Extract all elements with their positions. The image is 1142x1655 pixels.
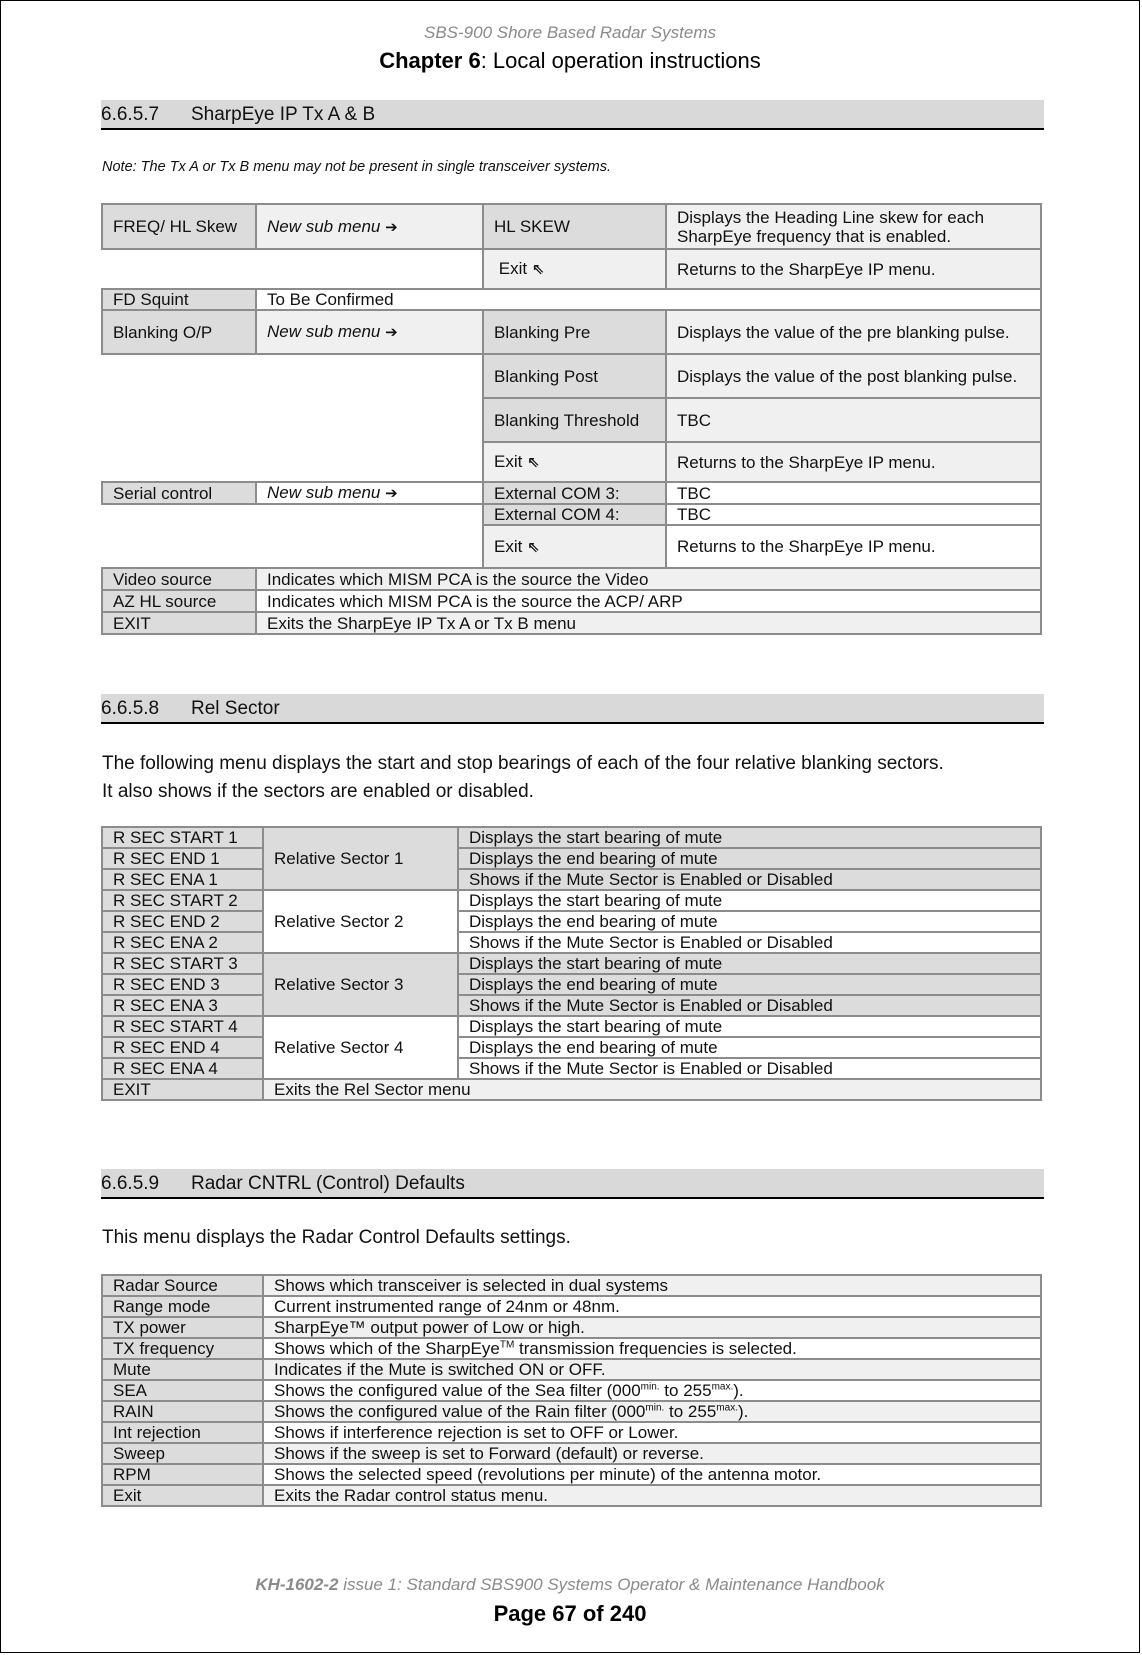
cell-submenu: New sub menu ➔ — [256, 204, 483, 249]
cell-desc: Shows which transceiver is selected in dual systems — [263, 1275, 1041, 1296]
cell-desc: Shows the configured value of the Sea filter ($000^{min.}$ to $255^{max.}$). — [263, 1380, 1041, 1401]
cell-exit: Exit ⇖ — [483, 525, 666, 568]
cell-name: R SEC ENA 4 — [102, 1058, 263, 1079]
cell-name: Exit — [102, 1485, 263, 1506]
cell-desc: Displays the end bearing of mute — [458, 848, 1041, 869]
table-row — [102, 953, 1041, 974]
cell-name: R SEC END 2 — [102, 911, 263, 932]
cell-desc: Displays the value of the post blanking pulse. — [666, 354, 1041, 398]
cell-desc: SharpEye™ output power of Low or high. — [263, 1317, 1041, 1338]
cell-desc: Indicates which MISM PCA is the source the Video — [256, 568, 1041, 590]
cell-name: Video source — [102, 568, 256, 590]
sector-label: Relative Sector 2 — [263, 890, 458, 953]
cell-item: External COM 4: — [483, 504, 666, 525]
cell-name: RPM — [102, 1464, 263, 1485]
table-row — [102, 1422, 1041, 1443]
cell-name: TX frequency — [102, 1338, 263, 1359]
table-row — [102, 911, 1041, 932]
cell-desc: Displays the value of the pre blanking pulse. — [666, 310, 1041, 354]
cell-name: R SEC START 4 — [102, 1016, 263, 1037]
sharpeye-menu-table — [101, 203, 1042, 635]
cell-desc: Indicates if the Mute is switched ON or OFF. — [263, 1359, 1041, 1380]
cell-desc: Shows if the Mute Sector is Enabled or Disabled — [458, 869, 1041, 890]
cell-name: RAIN — [102, 1401, 263, 1422]
cell-desc: Displays the end bearing of mute — [458, 911, 1041, 932]
table-row — [102, 1058, 1041, 1079]
section-title: SharpEye IP Tx A & B — [191, 104, 376, 125]
note-text: Note: The Tx A or Tx B menu may not be present in single transceiver systems. — [102, 159, 612, 175]
cell-submenu: New sub menu ➔ — [256, 482, 483, 504]
cell-item: Blanking Post — [483, 354, 666, 398]
cell-item: External COM 3: — [483, 482, 666, 504]
chapter-heading — [1, 48, 1139, 74]
cell-item: Blanking Pre — [483, 310, 666, 354]
table-row — [102, 568, 1041, 590]
cell-desc: Displays the end bearing of mute — [458, 974, 1041, 995]
table-row — [102, 1464, 1041, 1485]
cell-name: R SEC START 3 — [102, 953, 263, 974]
cell-desc: Shows the configured value of the Rain filter ($000^{min.}$ to $255^{max.}$). — [263, 1401, 1041, 1422]
table-row — [102, 289, 1041, 310]
paragraph — [102, 750, 944, 806]
cell-name: FD Squint — [102, 289, 256, 310]
cell-name: Mute — [102, 1359, 263, 1380]
cell-desc: TBC — [666, 398, 1041, 442]
table-row — [102, 1296, 1041, 1317]
cell-name: FREQ/ HL Skew — [102, 204, 256, 249]
cell-name: R SEC END 1 — [102, 848, 263, 869]
cell-name: R SEC START 1 — [102, 827, 263, 848]
paragraph: This menu displays the Radar Control Defaults settings. — [102, 1227, 571, 1248]
sector-label: Relative Sector 3 — [263, 953, 458, 1016]
empty-cell — [102, 354, 483, 482]
empty-cell — [102, 249, 483, 289]
cell-desc: Shows if the Mute Sector is Enabled or Disabled — [458, 995, 1041, 1016]
cell-name: Sweep — [102, 1443, 263, 1464]
cell-desc: Indicates which MISM PCA is the source the ACP/ ARP — [256, 590, 1041, 612]
cell-desc: TBC — [666, 504, 1041, 525]
table-row — [102, 1317, 1041, 1338]
cell-name: AZ HL source — [102, 590, 256, 612]
doc-code: KH-1602-2 — [255, 1575, 339, 1594]
page-number: Page 67 of 240 — [493, 1601, 647, 1626]
arrow-right-icon: ➔ — [385, 218, 398, 236]
section-title: Rel Sector — [191, 698, 280, 719]
cell-name: TX power — [102, 1317, 263, 1338]
cell-desc: Shows if interference rejection is set to OFF or Lower. — [263, 1422, 1041, 1443]
table-row — [102, 848, 1041, 869]
cell-desc: Returns to the SharpEye IP menu. — [666, 525, 1041, 568]
cell-desc: Shows if the Mute Sector is Enabled or Disabled — [458, 1058, 1041, 1079]
section-title: Radar CNTRL (Control) Defaults — [191, 1173, 465, 1194]
table-row — [102, 354, 1041, 398]
paragraph-line: It also shows if the sectors are enabled or disabled. — [102, 781, 534, 802]
cell-desc: To Be Confirmed — [256, 289, 1041, 310]
table-row — [102, 1380, 1041, 1401]
cell-item: HL SKEW — [483, 204, 666, 249]
doc-desc: issue 1: Standard SBS900 Systems Operator & Maintenance Handbook — [338, 1575, 885, 1594]
footer-doc — [1, 1575, 1139, 1595]
cell-desc: Displays the start bearing of mute — [458, 827, 1041, 848]
chapter-label: Chapter 6 — [379, 48, 481, 73]
table-row — [102, 612, 1041, 634]
cell-desc: Displays the end bearing of mute — [458, 1037, 1041, 1058]
cell-desc: TBC — [666, 482, 1041, 504]
cell-desc: Exits the SharpEye IP Tx A or Tx B menu — [256, 612, 1041, 634]
table-row — [102, 590, 1041, 612]
cell-name: Blanking O/P — [102, 310, 256, 354]
cell-desc: Returns to the SharpEye IP menu. — [666, 249, 1041, 289]
cell-desc: Displays the start bearing of mute — [458, 953, 1041, 974]
section-heading-sharpeye — [101, 100, 1044, 130]
sector-label: Relative Sector 1 — [263, 827, 458, 890]
cell-desc: Shows which of the SharpEye™ transmission frequencies is selected. — [263, 1338, 1041, 1359]
table-row — [102, 1079, 1041, 1100]
table-row — [102, 1016, 1041, 1037]
cell-desc: Displays the start bearing of mute — [458, 890, 1041, 911]
section-number: 6.6.5.9 — [101, 1173, 160, 1194]
cell-desc: Returns to the SharpEye IP menu. — [666, 442, 1041, 482]
cell-exit: Exit ⇖ — [483, 249, 666, 289]
table-row — [102, 869, 1041, 890]
chapter-title: : Local operation instructions — [480, 48, 761, 73]
table-row — [102, 995, 1041, 1016]
cell-name: R SEC END 4 — [102, 1037, 263, 1058]
cell-name: SEA — [102, 1380, 263, 1401]
cell-desc: Exits the Radar control status menu. — [263, 1485, 1041, 1506]
section-heading-rel-sector — [101, 694, 1044, 724]
table-row — [102, 1037, 1041, 1058]
radar-defaults-table — [101, 1274, 1042, 1507]
cell-desc: Shows the selected speed (revolutions per minute) of the antenna motor. — [263, 1464, 1041, 1485]
table-row — [102, 504, 1041, 525]
cell-desc: Exits the Rel Sector menu — [263, 1079, 1041, 1100]
rel-sector-table — [101, 826, 1042, 1101]
cell-name: Int rejection — [102, 1422, 263, 1443]
cell-desc: Shows if the sweep is set to Forward (default) or reverse. — [263, 1443, 1041, 1464]
table-row — [102, 249, 1041, 289]
table-row — [102, 890, 1041, 911]
empty-cell — [102, 504, 483, 568]
section-number: 6.6.5.8 — [101, 698, 160, 719]
cell-name: Serial control — [102, 482, 256, 504]
cell-desc: Current instrumented range of 24nm or 48nm. — [263, 1296, 1041, 1317]
paragraph-line: The following menu displays the start and stop bearings of each of the four relative blanking sectors. — [102, 753, 944, 774]
section-number: 6.6.5.7 — [101, 104, 160, 125]
section-heading-radar-cntrl — [101, 1169, 1044, 1199]
cell-name: Radar Source — [102, 1275, 263, 1296]
cell-name: EXIT — [102, 1079, 263, 1100]
running-header: SBS-900 Shore Based Radar Systems — [424, 23, 716, 42]
table-row — [102, 827, 1041, 848]
table-row — [102, 204, 1041, 249]
sector-label: Relative Sector 4 — [263, 1016, 458, 1079]
cell-desc: Shows if the Mute Sector is Enabled or Disabled — [458, 932, 1041, 953]
table-row — [102, 1359, 1041, 1380]
cell-submenu: New sub menu ➔ — [256, 310, 483, 354]
cell-name: R SEC ENA 3 — [102, 995, 263, 1016]
cell-exit: Exit ⇖ — [483, 442, 666, 482]
table-row — [102, 1485, 1041, 1506]
table-row — [102, 482, 1041, 504]
cell-name: R SEC ENA 2 — [102, 932, 263, 953]
arrow-up-left-icon: ⇖ — [531, 261, 545, 278]
cell-desc: Displays the start bearing of mute — [458, 1016, 1041, 1037]
cell-name: Range mode — [102, 1296, 263, 1317]
cell-desc: Displays the Heading Line skew for each SharpEye frequency that is enabled. — [666, 204, 1041, 249]
cell-name: R SEC END 3 — [102, 974, 263, 995]
table-row — [102, 974, 1041, 995]
arrow-up-left-icon: ⇖ — [527, 454, 540, 471]
cell-name: EXIT — [102, 612, 256, 634]
table-row — [102, 1401, 1041, 1422]
arrow-up-left-icon: ⇖ — [527, 538, 540, 556]
arrow-right-icon: ➔ — [385, 485, 398, 502]
cell-name: R SEC START 2 — [102, 890, 263, 911]
table-row — [102, 1275, 1041, 1296]
table-row — [102, 1338, 1041, 1359]
table-row — [102, 1443, 1041, 1464]
cell-item: Blanking Threshold — [483, 398, 666, 442]
cell-name: R SEC ENA 1 — [102, 869, 263, 890]
table-row — [102, 310, 1041, 354]
table-row — [102, 932, 1041, 953]
arrow-right-icon: ➔ — [385, 324, 398, 341]
